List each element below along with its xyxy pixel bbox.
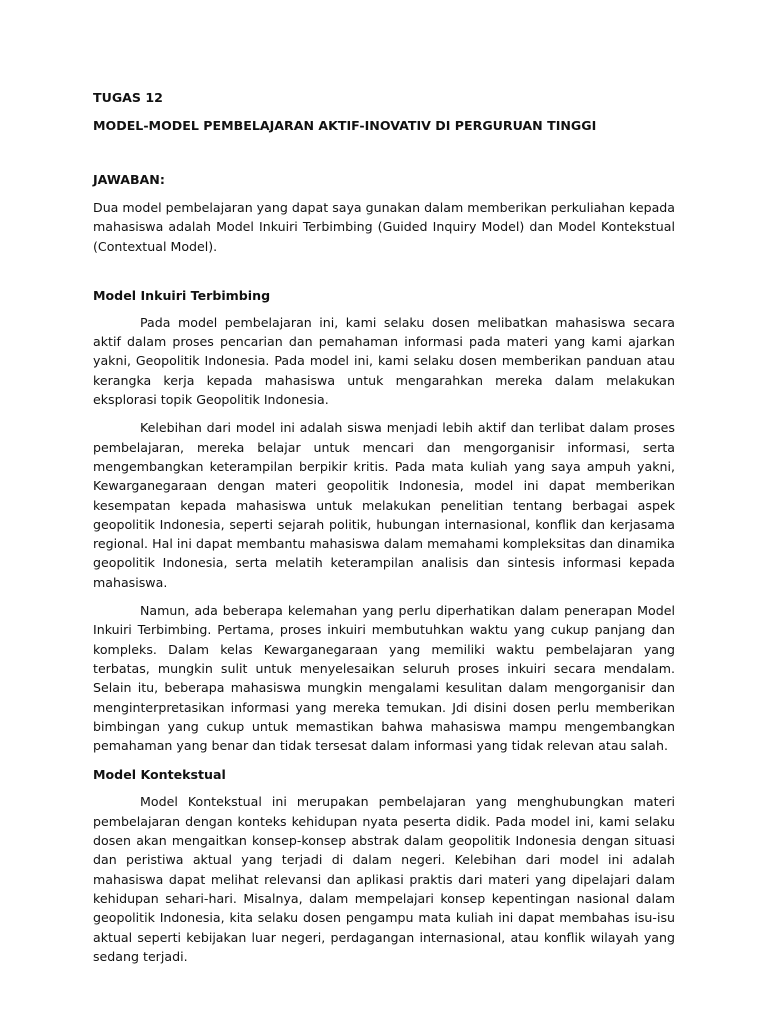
section-paragraph: Namun, ada beberapa kelemahan yang perlu diperhatikan dalam penerapan Model Inkuiri Terbimbing. Pertama, proses inkuiri membutuhkan waktu yang cukup panjang dan kompleks. Dalam kelas Kewarganegaraan yang memiliki waktu pembelajaran yang terbatas, mungkin sulit untuk menyelesaikan seluruh proses inkuiri secara mendalam. Selain itu, beberapa mahasiswa mungkin mengalami kesulitan dalam mengorganisir dan menginterpretasikan informasi yang mereka temukan. Jdi disini dosen perlu memberikan bimbingan yang cukup untuk memastikan bahwa mahasiswa mampu mengembangkan pemahaman yang benar dan tidak tersesat dalam informasi yang tidak relevan atau salah. [93, 603, 675, 754]
section-heading-inkuiri: Model Inkuiri Terbimbing [93, 287, 271, 303]
answer-label: JAWABAN: [93, 172, 165, 187]
section-paragraph: Kelebihan dari model ini adalah siswa menjadi lebih aktif dan terlibat dalam proses pembelajaran, mereka belajar untuk mencari dan mengorganisir informasi, serta mengembangkan keterampilan berpikir kritis. Pada mata kuliah yang saya ampuh yakni, Kewarganegaraan dengan materi geopolitik Indonesia, model ini dapat memberikan kesempatan kepada mahasiswa untuk melakukan penelitian tentang berbagai aspek geopolitik Indonesia, seperti sejarah politik, hubungan internasional, konflik dan kerjasama regional. Hal ini dapat membantu mahasiswa dalam memahami kompleksitas dan dinamika geopolitik Indonesia, serta melatih keterampilan analisis dan sintesis informasi kepada mahasiswa. [93, 420, 675, 590]
section-heading-kontekstual: Model Kontekstual [93, 767, 226, 783]
section-paragraph: Model Kontekstual ini merupakan pembelajaran yang menghubungkan materi pembelajaran dengan konteks kehidupan nyata peserta didik. Pada model ini, kami selaku dosen akan mengaitkan konsep-konsep abstrak dalam geopolitik Indonesia dengan situasi dan peristiwa aktual yang terjadi di dalam negeri. Kelebihan dari model ini adalah mahasiswa dapat melihat relevansi dan aplikasi praktis dari materi yang dipelajari dalam kehidupan sehari-hari. Misalnya, dalam mempelajari konsep kepentingan nasional dalam geopolitik Indonesia, kita selaku dosen pengampu mata kuliah ini dapat membahas isu-isu aktual seperti kebijakan luar negeri, perdagangan internasional, atau konflik wilayah yang sedang terjadi. [93, 794, 675, 964]
section-paragraph: Pada model pembelajaran ini, kami selaku dosen melibatkan mahasiswa secara aktif dalam proses pencarian dan pemahaman informasi pada materi yang kami ajarkan yakni, Geopolitik Indonesia. Pada model ini, kami selaku dosen memberikan panduan atau kerangka kerja kepada mahasiswa untuk mengarahkan mereka dalam melakukan eksplorasi topik Geopolitik Indonesia. [93, 314, 675, 408]
intro-paragraph: Dua model pembelajaran yang dapat saya gunakan dalam memberikan perkuliahan kepada mahasiswa adalah Model Inkuiri Terbimbing (Guided Inquiry Model) dan Model Kontekstual (Contextual Model). [93, 200, 675, 254]
document-title: MODEL-MODEL PEMBELAJARAN AKTIF-INOVATIV DI PERGURUAN TINGGI [93, 118, 597, 133]
assignment-label: TUGAS 12 [93, 90, 163, 105]
document-page [93, 88, 675, 966]
